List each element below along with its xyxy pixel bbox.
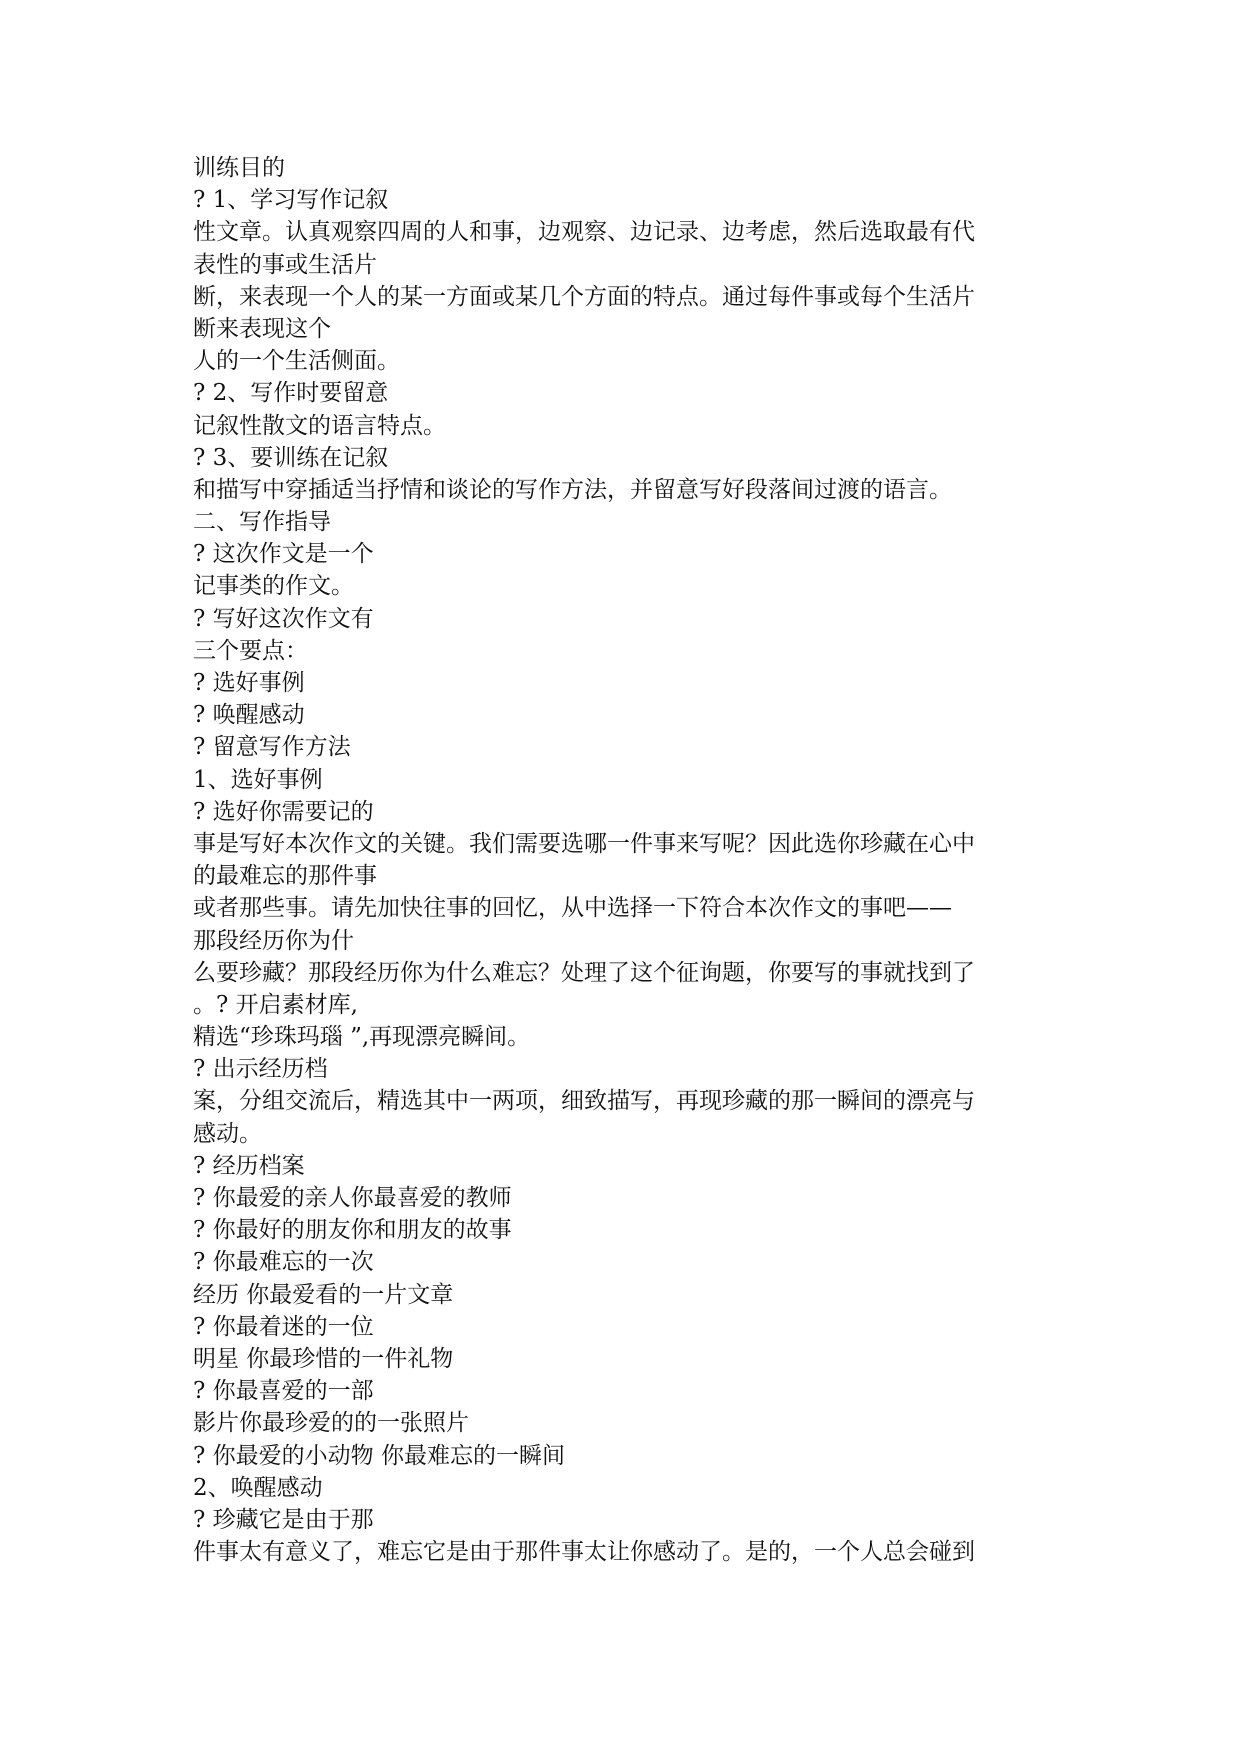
- list-item: ? 你最着迷的一位: [193, 1313, 374, 1340]
- document-body: [193, 152, 1051, 1568]
- list-item: ? 选好事例: [193, 670, 305, 696]
- text-line: 明星 你最珍惜的一件礼物: [193, 1345, 454, 1372]
- text-line: ? 2、写作时要留意: [193, 380, 389, 407]
- section-heading: 1、选好事例: [193, 766, 323, 793]
- section-heading: 2、唤醒感动: [193, 1474, 323, 1501]
- text-line: ? 出示经历档: [193, 1056, 328, 1083]
- text-line: ? 写好这次作文有: [193, 605, 374, 632]
- text-line: 三个要点：: [193, 637, 308, 664]
- text-line: ? 选好你需要记的: [193, 798, 374, 825]
- text-line: 经历 你最爱看的一片文章: [193, 1281, 454, 1308]
- text-line: 感动。: [193, 1120, 262, 1147]
- list-item: ? 你最好的朋友你和朋友的故事: [193, 1217, 512, 1244]
- list-item: ? 唤醒感动: [193, 702, 305, 729]
- list-item: ? 你最爱的亲人你最喜爱的教师: [193, 1185, 512, 1211]
- list-item: ? 经历档案: [193, 1152, 305, 1179]
- text-line: ? 这次作文是一个: [193, 541, 374, 568]
- text-line: 影片你最珍爱的的一张照片: [193, 1410, 469, 1437]
- text-line: 案，分组交流后，精选其中一两项，细致描写，再现珍藏的那一瞬间的漂亮与: [193, 1088, 975, 1115]
- section-heading: 二、写作指导: [193, 509, 331, 536]
- text-line: 件事太有意义了，难忘它是由于那件事太让你感动了。是的，一个人总会碰到: [193, 1539, 975, 1566]
- text-line: 断，来表现一个人的某一方面或某几个方面的特点。通过每件事或每个生活片: [193, 283, 975, 310]
- text-line: 那段经历你为什: [193, 927, 354, 954]
- list-item: ? 你最喜爱的一部: [193, 1378, 374, 1405]
- text-line: 的最难忘的那件事: [193, 863, 377, 890]
- list-item: ? 你最爱的小动物 你最难忘的一瞬间: [193, 1442, 565, 1469]
- text-line: 事是写好本次作文的关键。我们需要选哪一件事来写呢？因此选你珍藏在心中: [193, 830, 975, 857]
- text-line: 记叙性散文的语言特点。: [193, 412, 446, 439]
- text-line: 精选“珍珠玛瑙 ”,再现漂亮瞬间。: [193, 1024, 531, 1051]
- text-line: 和描写中穿插适当抒情和谈论的写作方法，并留意写好段落间过渡的语言。: [193, 476, 952, 503]
- text-line: ? 3、要训练在记叙: [193, 444, 389, 471]
- text-line: 么要珍藏？那段经历你为什么难忘？处理了这个征询题，你要写的事就找到了: [193, 959, 975, 986]
- text-line: 记事类的作文。: [193, 573, 354, 600]
- text-line: 性文章。认真观察四周的人和事，边观察、边记录、边考虑，然后选取最有代: [193, 219, 975, 246]
- text-line: ? 1、学习写作记叙: [193, 187, 389, 214]
- text-line: 训练目的: [193, 155, 285, 181]
- text-line: 人的一个生活侧面。: [193, 348, 400, 375]
- text-line: 或者那些事。请先加快往事的回忆，从中选择一下符合本次作文的事吧——: [193, 895, 952, 922]
- text-line: 表性的事或生活片: [193, 251, 377, 278]
- text-line: ? 珍藏它是由于那: [193, 1506, 374, 1533]
- text-line: 断来表现这个: [193, 315, 331, 342]
- text-line: 。? 开启素材库,: [193, 991, 358, 1018]
- list-item: ? 留意写作方法: [193, 734, 351, 761]
- list-item: ? 你最难忘的一次: [193, 1249, 374, 1276]
